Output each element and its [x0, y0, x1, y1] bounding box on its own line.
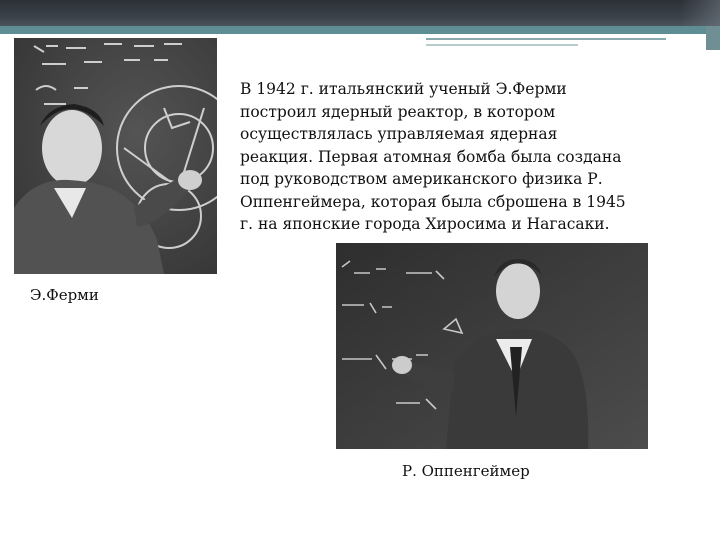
paragraph-line: Оппенгеймера, которая была сброшена в 1945 — [240, 192, 626, 211]
paragraph-line: осуществлялась управляемая ядерная — [240, 125, 558, 143]
corner-accent — [706, 26, 720, 50]
oppenheimer-photo — [336, 243, 648, 449]
oppenheimer-caption: Р. Оппенгеймер — [402, 462, 530, 480]
accent-thin-line-short — [426, 44, 578, 46]
title-bar-shade — [680, 0, 720, 26]
accent-stripe — [0, 26, 706, 34]
top-title-bar — [0, 0, 720, 26]
paragraph-line: В 1942 г. итальянский ученый Э.Ферми — [240, 80, 567, 98]
fermi-photo-graphic — [14, 38, 217, 274]
fermi-caption: Э.Ферми — [30, 286, 99, 304]
fermi-photo — [14, 38, 217, 274]
paragraph-line: под руководством американского физика Р. — [240, 170, 603, 188]
body-paragraph — [240, 78, 640, 236]
accent-thin-line — [426, 38, 666, 40]
oppenheimer-photo-graphic — [336, 243, 648, 449]
paragraph-line: реакция. Первая атомная бомба была создана — [240, 147, 622, 166]
paragraph-line: построил ядерный реактор, в котором — [240, 102, 556, 121]
paragraph-line: г. на японские города Хиросима и Нагасаки. — [240, 215, 610, 233]
